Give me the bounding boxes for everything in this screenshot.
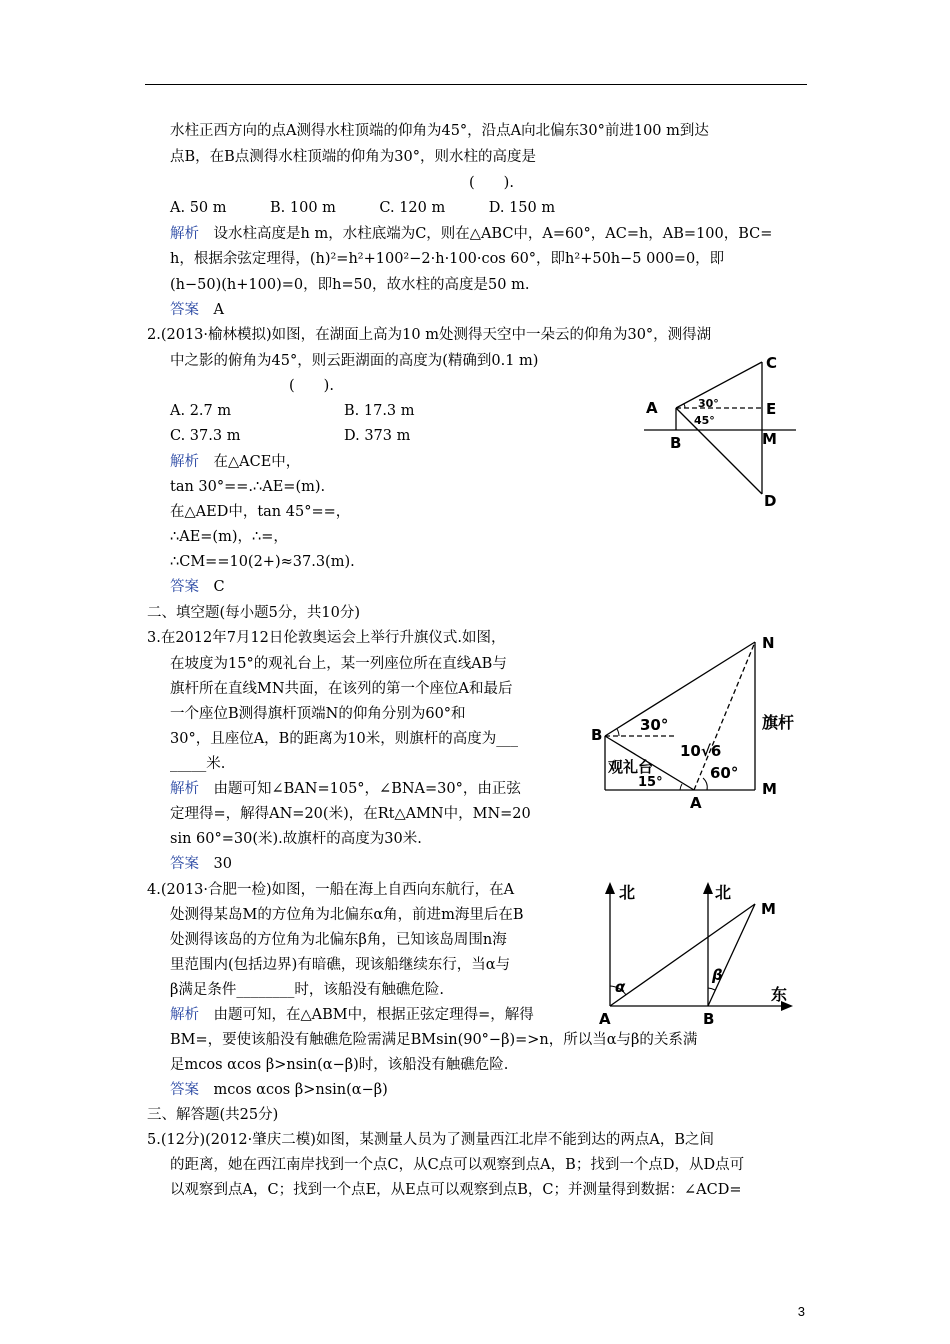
label-b: B xyxy=(591,726,603,744)
option-d: D. 373 m xyxy=(344,428,411,444)
jiexi-label: 解析 xyxy=(170,1007,199,1023)
daan-label: 答案 xyxy=(170,302,199,318)
north-label-b: 北 xyxy=(715,883,732,902)
label-b: B xyxy=(703,1010,715,1028)
angle-30: 30° xyxy=(698,397,719,410)
angle-45: 45° xyxy=(694,414,715,427)
line-ad xyxy=(676,408,762,494)
angle-arc-slope xyxy=(680,784,682,790)
answer-line xyxy=(170,577,225,597)
answer-line xyxy=(170,1080,388,1100)
solution-line xyxy=(170,1005,534,1025)
beta-arc xyxy=(708,988,715,990)
solution-line: h，根据余弦定理得，(h)²=h²+100²−2·h·100·cos 60°，即h²+50h−5 000=0，即 xyxy=(170,251,725,267)
option-a: A. 2.7 m xyxy=(170,403,232,419)
question-line: _____米. xyxy=(170,756,226,772)
question-line: β满足条件________时，该船没有触礁危险. xyxy=(170,982,444,998)
daan-label: 答案 xyxy=(170,856,199,872)
line-bn xyxy=(605,642,755,736)
label-m: M xyxy=(762,430,777,448)
label-a: A xyxy=(646,399,658,417)
solution-line: ∴AE=(m)，∴=， xyxy=(170,529,288,545)
angle-arc-b xyxy=(617,729,619,736)
answer-line xyxy=(170,854,232,874)
figure-ship-island xyxy=(595,874,805,1029)
jiexi-label: 解析 xyxy=(170,226,199,242)
question-line: 里范围内(包括边界)有暗礁，现该船继续东行，当α与 xyxy=(170,957,511,973)
pole-label: 旗杆 xyxy=(762,713,795,732)
answer-text: C xyxy=(213,579,225,595)
answer-line xyxy=(170,300,224,320)
jiexi-label: 解析 xyxy=(170,781,199,797)
question-line: 5.(12分)(2012·肇庆二模)如图，某测量人员为了测量西江北岸不能到达的两点A，B之间 xyxy=(147,1132,715,1148)
length-10-root6: 10√6 xyxy=(680,742,722,760)
question-line: 2.(2013·榆林模拟)如图，在湖面上高为10 m处测得天空中一朵云的仰角为30°，测得湖 xyxy=(147,327,712,343)
label-e: E xyxy=(766,400,777,418)
solution-line: 在△AED中，tan 45°==， xyxy=(170,504,351,520)
section-heading: 三、解答题(共25分) xyxy=(147,1107,279,1123)
label-d: D xyxy=(764,492,777,510)
angle-30: 30° xyxy=(640,716,669,734)
question-line: ( ). xyxy=(289,378,334,394)
option-b: B. 17.3 m xyxy=(344,403,415,419)
label-c: C xyxy=(766,354,778,372)
stand-label: 观礼台 xyxy=(608,758,654,776)
answer-text: mcos αcos β>nsin(α−β) xyxy=(213,1082,388,1098)
east-label: 东 xyxy=(771,985,788,1004)
solution-text: 在△ACE中， xyxy=(213,454,301,470)
label-b: B xyxy=(670,434,682,452)
label-m: M xyxy=(761,900,776,918)
solution-line: BM=，要使该船没有触礁危险需满足BMsin(90°−β)=>n，所以当α与β的关系满 xyxy=(170,1032,698,1048)
solution-line: tan 30°==.∴AE=(m). xyxy=(170,479,326,495)
solution-line xyxy=(170,224,772,244)
question-line: 在坡度为15°的观礼台上，某一列座位所在直线AB与 xyxy=(170,656,507,672)
jiexi-label: 解析 xyxy=(170,454,199,470)
solution-line: sin 60°=30(米).故旗杆的高度为30米. xyxy=(170,831,422,847)
north-arrow-a xyxy=(605,882,615,894)
label-n: N xyxy=(762,634,775,652)
solution-line: 定理得=，解得AN=20(米)，在Rt△AMN中，MN=20 xyxy=(170,806,531,822)
solution-line xyxy=(170,779,521,799)
text-line: ( ). xyxy=(469,175,514,191)
north-arrow-b xyxy=(703,882,713,894)
page-number: 3 xyxy=(797,1304,805,1319)
question-line: 处测得该岛的方位角为北偏东β角，已知该岛周围n海 xyxy=(170,932,507,948)
text-line: 水柱正西方向的点A测得水柱顶端的仰角为45°，沿点A向北偏东30°前进100 m到达 xyxy=(170,123,709,139)
question-line: 中之影的俯角为45°，则云距湖面的高度为(精确到0.1 m) xyxy=(170,353,539,369)
section-heading: 二、填空题(每小题5分，共10分) xyxy=(147,605,360,621)
angle-alpha: α xyxy=(615,978,626,996)
label-m: M xyxy=(762,780,777,798)
line-ac xyxy=(676,362,762,408)
question-line: 旗杆所在直线MN共面，在该列的第一个座位A和最后 xyxy=(170,681,513,697)
option-c: C. 37.3 m xyxy=(170,428,241,444)
header-rule xyxy=(145,84,807,85)
solution-text: 由题可知∠BAN=105°，∠BNA=30°，由正弦 xyxy=(213,781,521,797)
solution-text: 设水柱高度是h m，水柱底端为C，则在△ABC中，A=60°，AC=h，AB=100，BC= xyxy=(213,226,773,242)
daan-label: 答案 xyxy=(170,1082,199,1098)
line-am xyxy=(610,904,755,1006)
north-label-a: 北 xyxy=(619,883,636,902)
solution-text: 由题可知，在△ABM中，根据正弦定理得=，解得 xyxy=(213,1007,534,1023)
figure-flagpole xyxy=(590,628,805,818)
label-a: A xyxy=(599,1010,611,1028)
angle-60: 60° xyxy=(710,764,739,782)
daan-label: 答案 xyxy=(170,579,199,595)
solution-line: ∴CM==10(2+)≈37.3(m). xyxy=(170,554,355,570)
text-line: 点B，在B点测得水柱顶端的仰角为30°，则水柱的高度是 xyxy=(170,149,537,165)
question-line: 处测得某岛M的方位角为北偏东α角，前进m海里后在B xyxy=(170,907,524,923)
solution-line: (h−50)(h+100)=0，即h=50，故水柱的高度是50 m. xyxy=(170,277,530,293)
line-bm xyxy=(708,904,755,1006)
solution-line xyxy=(170,452,300,472)
label-a: A xyxy=(690,794,702,812)
question-line: 3.在2012年7月12日伦敦奥运会上举行升旗仪式.如图， xyxy=(147,630,506,646)
answer-text: 30 xyxy=(213,856,232,872)
figure-cloud-lake xyxy=(636,348,806,518)
angle-arc-a xyxy=(703,778,707,790)
angle-15: 15° xyxy=(638,775,663,790)
question-line: 以观察到点A，C；找到一个点E，从E点可以观察到点B，C；并测量得到数据：∠ACD= xyxy=(170,1182,742,1198)
question-line: 30°，且座位A，B的距离为10米，则旗杆的高度为___ xyxy=(170,731,519,747)
question-line: 一个座位B测得旗杆顶端N的仰角分别为60°和 xyxy=(170,706,466,722)
angle-beta: β xyxy=(712,966,723,984)
answer-text: A xyxy=(213,302,224,318)
solution-line: 足mcos αcos β>nsin(α−β)时，该船没有触礁危险. xyxy=(170,1057,509,1073)
options-line: A. 50 m B. 100 m C. 120 m D. 150 m xyxy=(170,200,556,216)
question-line: 的距离，她在西江南岸找到一个点C，从C点可以观察到点A，B；找到一个点D，从D点可 xyxy=(170,1157,745,1173)
question-line: 4.(2013·合肥一检)如图，一船在海上自西向东航行，在A xyxy=(147,882,515,898)
